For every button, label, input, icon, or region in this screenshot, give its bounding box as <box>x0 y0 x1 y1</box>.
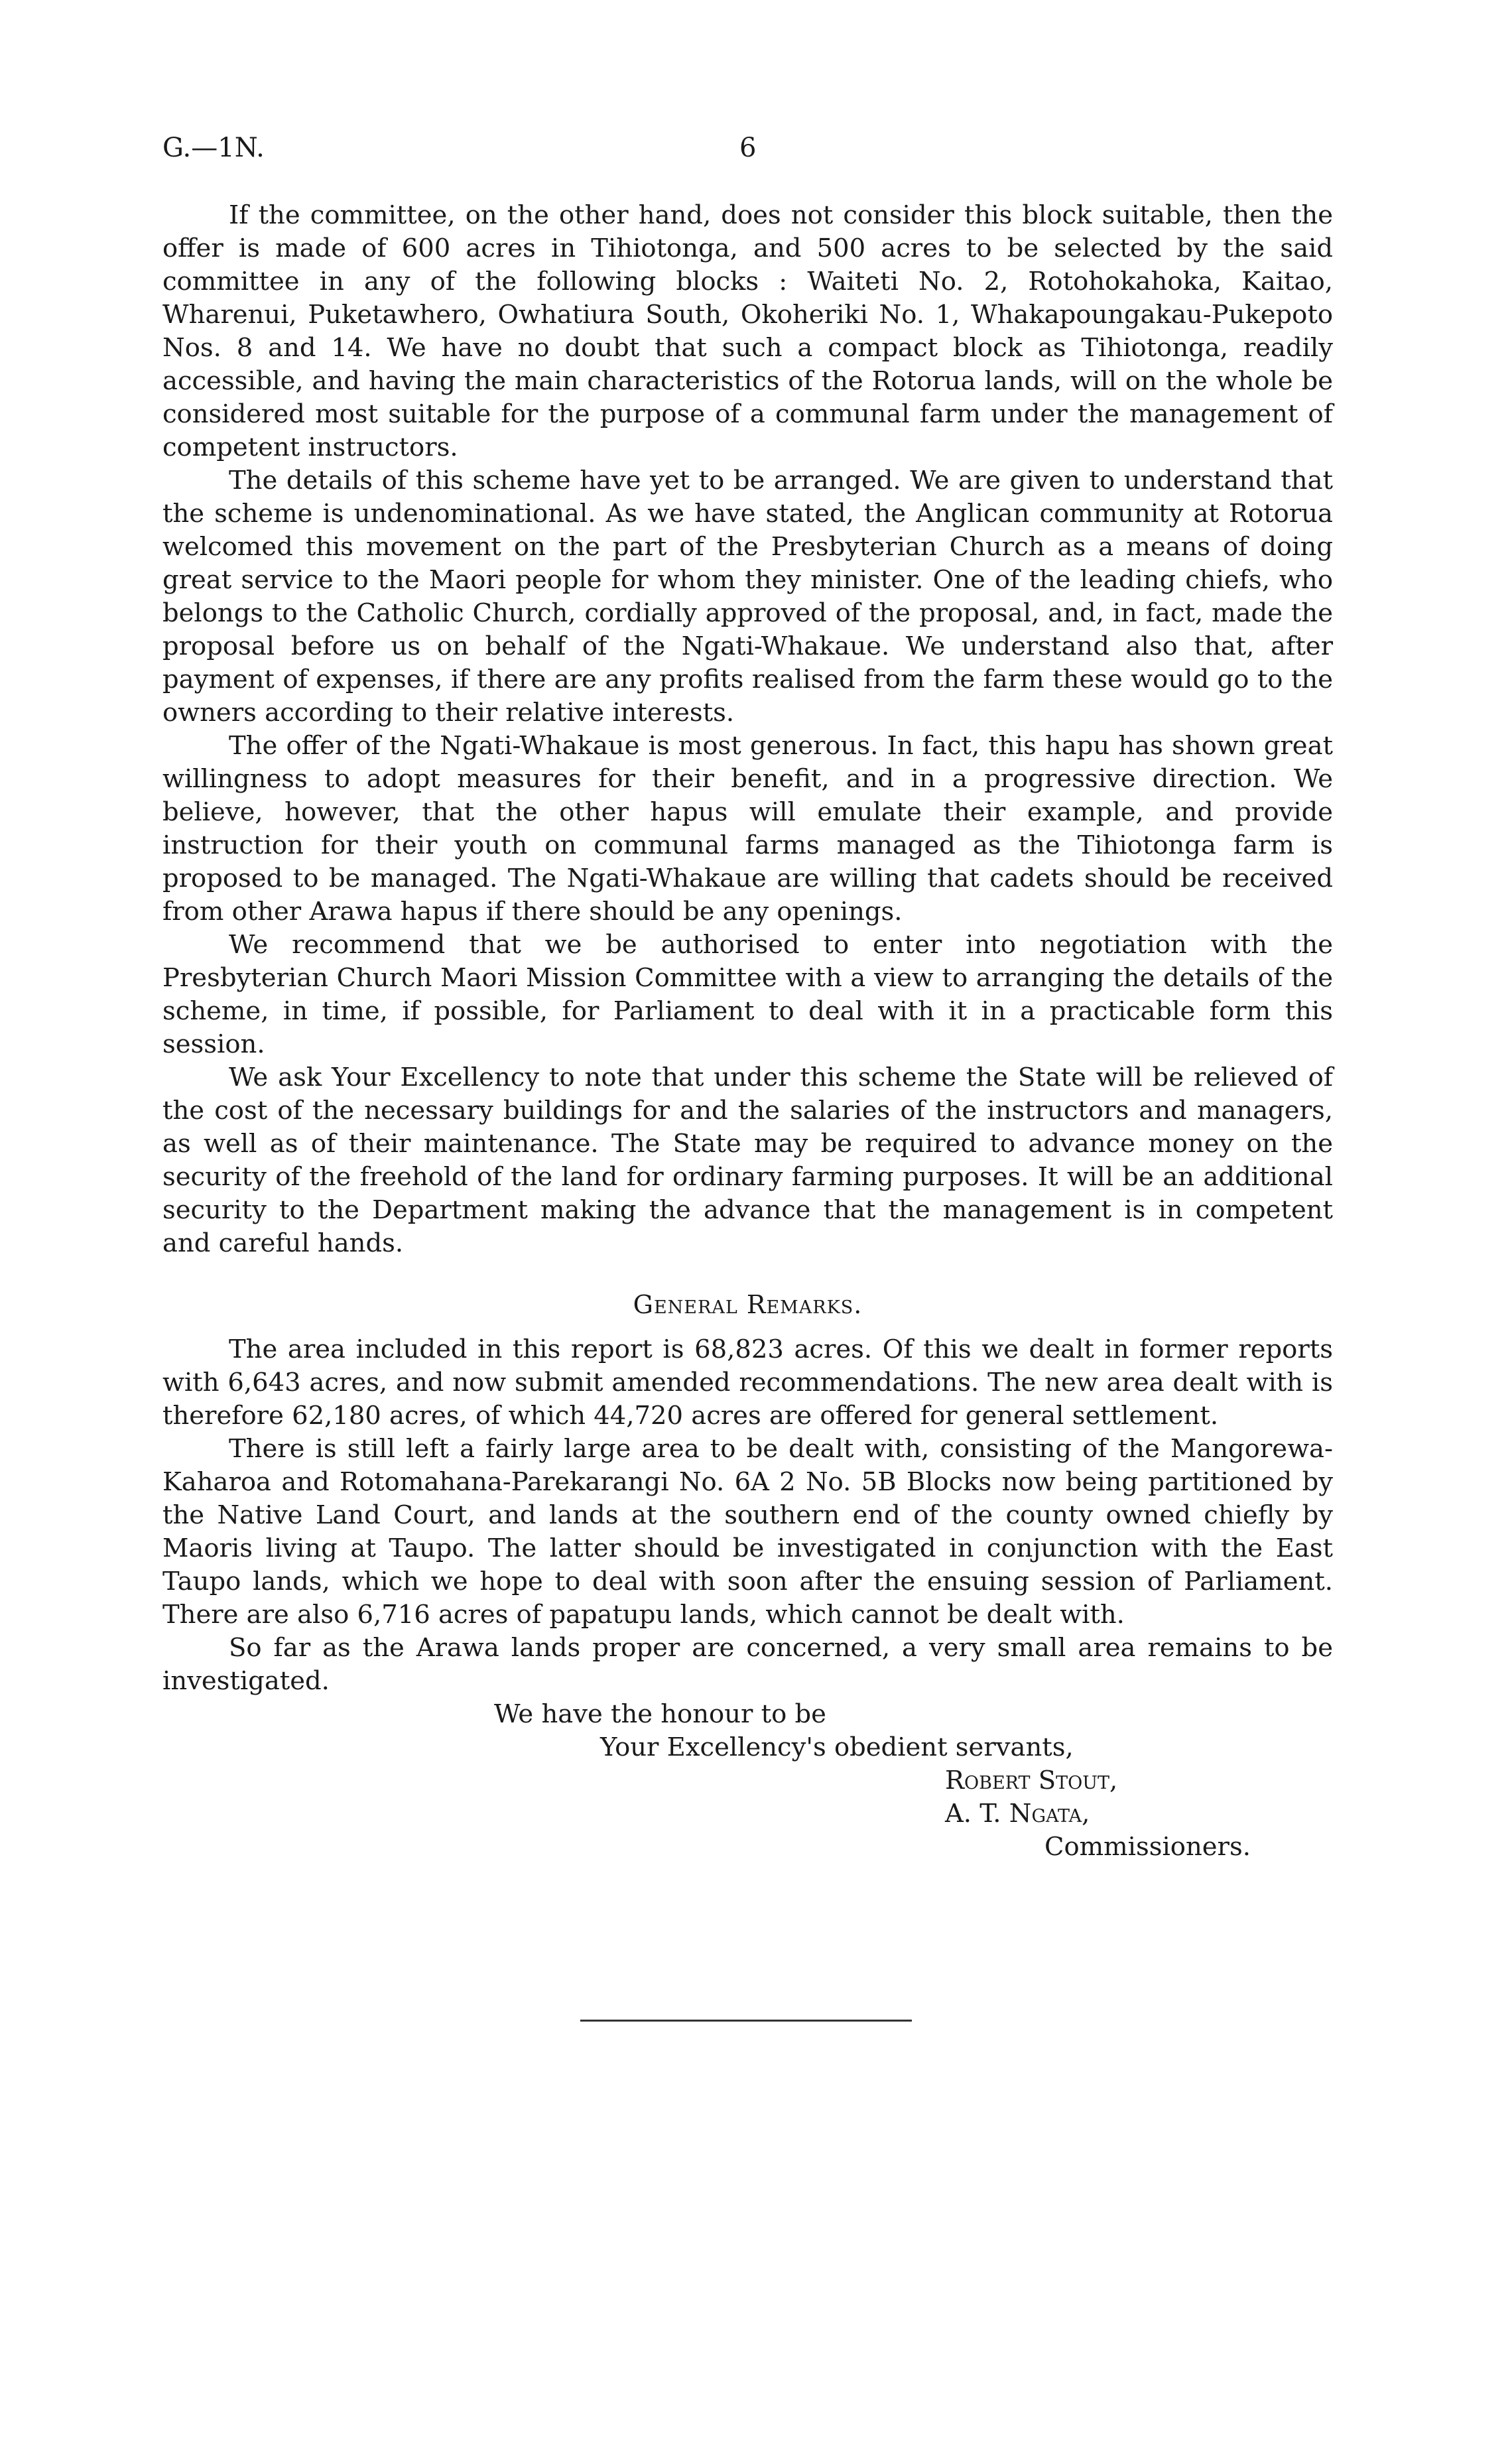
paragraph-area-included: The area included in this report is 68,823 acres. Of this we dealt in former reports with 6,643 acres, and now submit amended recommendations. The new area dealt with is therefore 62,180 acres, of which 44,720 acres are offered for general settlement. <box>162 1334 1333 1431</box>
section-heading-general-remarks: General Remarks. <box>633 1290 863 1319</box>
signature-at-ngata: A. T. Ngata, <box>945 1799 1090 1829</box>
paragraph-scheme-details: The details of this scheme have yet to be arranged. We are given to understand that the scheme is undenominational. As we have stated, the Anglican community at Rotorua welcomed this movement on the part of the Presbyterian Church as a means of doing great service to the Maori people for whom they minister. One of the leading chiefs, who belongs to the Catholic Church, cordially approved of the proposal, and, in fact, made the proposal before us on behalf of the Ngati-Whakaue. We understand also that, after payment of expenses, if there are any profits realised from the farm these would go to the owners according to their relative interests. <box>162 466 1333 728</box>
paragraph-remaining-area: There is still left a fairly large area to be dealt with, consisting of the Mangorewa-Kaharoa and Rotomahana-Parekarangi No. 6A 2 No. 5B Blocks now being partitioned by the Native Land Court, and lands at the southern end of the county owned chiefly by Maoris living at Taupo. The latter should be investigated in conjunction with the East Taupo lands, which we hope to deal with soon after the ensuing session of Parliament. There are also 6,716 acres of papatupu lands, which cannot be dealt with. <box>162 1434 1333 1630</box>
signature-role: Commissioners. <box>1044 1832 1251 1862</box>
signature-robert-stout: Robert Stout, <box>945 1766 1118 1795</box>
closing-line-servants: Your Excellency's obedient servants, <box>600 1732 1074 1762</box>
paragraph-state-relief: We ask Your Excellency to note that under this scheme the State will be relieved of the cost of the necessary buildings for and the salaries of the instructors and managers, as well as of their maintenance. The State may be required to advance money on the security of the freehold of the land for ordinary farming purposes. It will be an additional security to the Department making the advance that the management is in competent and careful hands. <box>162 1063 1333 1258</box>
body-text <box>162 199 1333 1864</box>
page-header <box>162 133 1336 172</box>
paragraph-offer-generous: The offer of the Ngati-Whakaue is most generous. In fact, this hapu has shown great willingness to adopt measures for their benefit, and in a progressive direction. We believe, however, that the other hapus will emulate their example, and provide instruction for their youth on communal farms managed as the Tihiotonga farm is proposed to be managed. The Ngati-Whakaue are willing that cadets should be received from other Arawa hapus if there should be any openings. <box>162 731 1333 927</box>
paragraph-arawa-lands: So far as the Arawa lands proper are concerned, a very small area remains to be investigated. <box>162 1633 1333 1696</box>
paragraph-recommendation: We recommend that we be authorised to enter into negotiation with the Presbyterian Church Maori Mission Committee with a view to arranging the details of the scheme, in time, if possible, for Parliament to deal with it in a practicable form this session. <box>162 930 1333 1059</box>
closing-rule-divider <box>580 2020 912 2022</box>
paragraph-block-offer: If the committee, on the other hand, does not consider this block suitable, then the offer is made of 600 acres in Tihiotonga, and 500 acres to be selected by the said committee in any of the following blocks : Waiteti No. 2, Rotohokahoka, Kaitao, Wharenui, Puketawhero, Owhatiura South, Okoheriki No. 1, Whakapoungakau-Pukepoto Nos. 8 and 14. We have no doubt that such a compact block as Tihiotonga, readily accessible, and having the main characteristics of the Rotorua lands, will on the whole be considered most suitable for the purpose of a communal farm under the management of competent instructors. <box>162 200 1333 462</box>
closing-line-honour: We have the honour to be <box>494 1699 826 1729</box>
page-number: 6 <box>739 133 757 163</box>
document-code: G.—1N. <box>162 133 265 163</box>
